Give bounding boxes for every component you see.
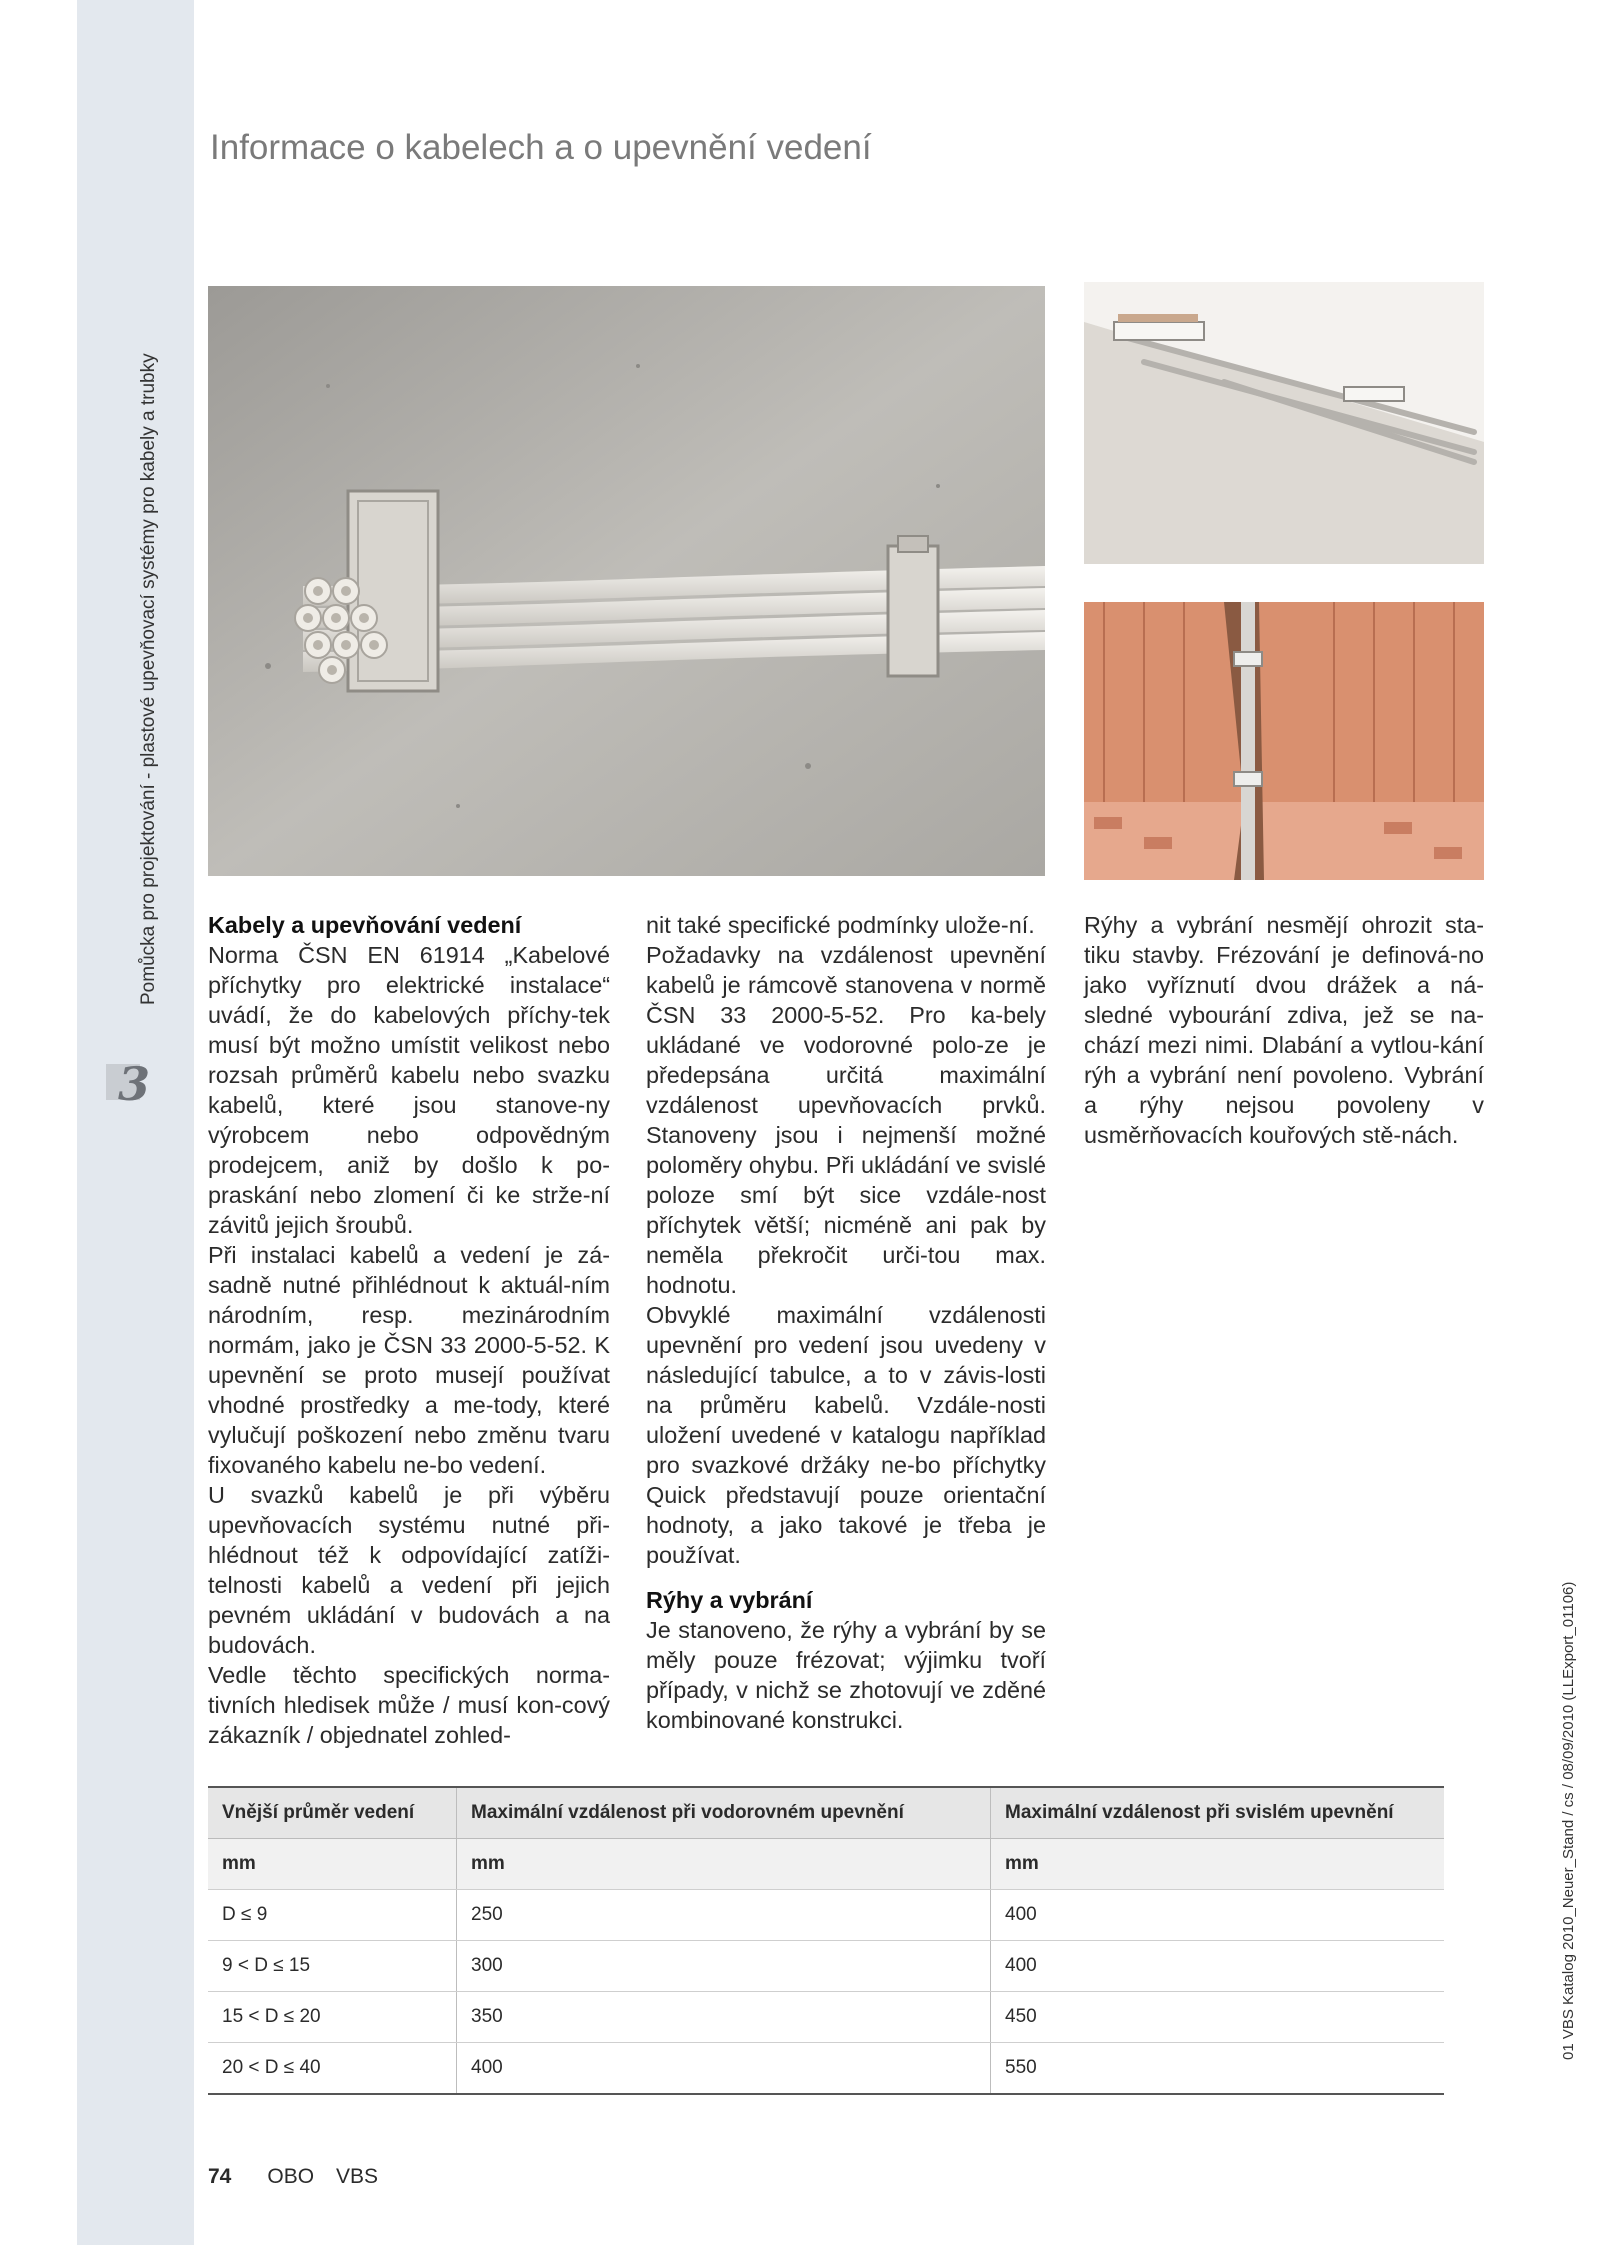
table-cell: 400 — [457, 2043, 991, 2095]
table-row — [208, 1992, 1444, 2043]
table-cell: 250 — [457, 1890, 991, 1941]
brick-wall-chase-photo — [1084, 602, 1484, 880]
table-cell: 300 — [457, 1941, 991, 1992]
page-number: 74 — [208, 2165, 232, 2188]
table-cell: 350 — [457, 1992, 991, 2043]
table-cell: 20 < D ≤ 40 — [208, 2043, 457, 2095]
table-header-cell: Vnější průměr vedení — [208, 1787, 457, 1839]
table-cell: 450 — [991, 1992, 1445, 2043]
table-row — [208, 1941, 1444, 1992]
paragraph: Rýhy a vybrání nesmějí ohrozit sta-tiku stavby. Frézování je definová-no jako vyříznutí dvou drážek a ná-sledné vybourání zdiva, jež se na-chází mezi nimi. Dlabání a vytlou-kání rýh a vybrání není povoleno. Vybrání a rýhy nejsou povoleny v usměrňovacích kouřových stě-nách. — [1084, 912, 1484, 1148]
table-units-row — [208, 1839, 1444, 1890]
page-footer — [208, 2165, 400, 2189]
section-heading-cables: Kabely a upevňování vedení — [208, 912, 522, 938]
sidebar-band — [77, 0, 194, 2245]
paragraph: U svazků kabelů je při výběru upevňovacích systému nutné při-hlédnout též k odpovídající zatíži-telnosti kabelů a vedení při jejich pevném ukládání v budovách a na budovách. — [208, 1482, 610, 1658]
spacing-table — [208, 1786, 1444, 2095]
page-title: Informace o kabelech a o upevnění vedení — [210, 128, 872, 167]
table-row — [208, 2043, 1444, 2095]
paragraph: Požadavky na vzdálenost upevnění kabelů je rámcově stanovena v normě ČSN 33 2000-5-52. Pro ka-bely ukládané ve vodorovné polo-ze je předepsána určitá maximální vzdálenost upevňovacích prvků. Stanoveny jsou i nejmenší možné poloměry ohybu. Při ukládání ve svislé poloze smí být sice vzdále-nost příchytek větší; nicméně ani pak by neměla překročit urči-tou max. hodnotu. — [646, 942, 1046, 1298]
table-cell: D ≤ 9 — [208, 1890, 457, 1941]
table-row — [208, 1890, 1444, 1941]
print-metadata: 01 VBS Katalog 2010_Neuer_Stand / cs / 08/09/2010 (LLExport_01106) — [1560, 1581, 1577, 2060]
footer-brand: OBO — [267, 2165, 315, 2188]
numeral-3-icon — [104, 1058, 170, 1106]
paragraph: Norma ČSN EN 61914 „Kabelové příchytky pro elektrické instalace“ uvádí, že do kabelových příchy-tek musí být možno umístit velikost nebo rozsah průměrů kabelu nebo svazku kabelů, které jsou stanove-ny výrobcem nebo odpovědným prodejcem, aniž by došlo k po-praskání nebo zlomení či ke strže-ní závitů jejich šroubů. — [208, 942, 610, 1238]
text-column-1 — [208, 910, 610, 1750]
table-cell: mm — [208, 1839, 457, 1890]
table-cell: 550 — [991, 2043, 1445, 2095]
text-column-2 — [646, 910, 1046, 1735]
section-heading-chases: Rýhy a vybrání — [646, 1587, 813, 1613]
table-cell: 9 < D ≤ 15 — [208, 1941, 457, 1992]
table-cell: mm — [991, 1839, 1445, 1890]
paragraph: Obvyklé maximální vzdálenosti upevnění pro vedení jsou uvedeny v následující tabulce, a to v závis-losti na průměru kabelů. Vzdále-nosti uložení uvedené v katalogu například pro svazkové držáky ne-bo příchytky Quick představují pouze orientační hodnoty, a jako takové je třeba je používat. — [646, 1302, 1046, 1568]
table-header-cell: Maximální vzdálenost při svislém upevnění — [991, 1787, 1445, 1839]
cable-bundle-on-concrete-wall-photo — [208, 286, 1045, 876]
paragraph: nit také specifické podmínky ulože-ní. — [646, 912, 1035, 938]
table-cell: 15 < D ≤ 20 — [208, 1992, 457, 2043]
paragraph: Je stanoveno, že rýhy a vybrání by se měly pouze frézovat; výjimku tvoří případy, v nichž se zhotovují ve zděné kombinované konstrukci. — [646, 1617, 1046, 1733]
paragraph: Při instalaci kabelů a vedení je zá-sadně nutné přihlédnout k aktuál-ním národním, resp. mezinárodním normám, jako je ČSN 33 2000-5-52. K upevnění se proto musejí používat vhodné prostředky a me-tody, které vylučují poškození nebo změnu tvaru fixovaného kabelu ne-bo vedení. — [208, 1242, 610, 1478]
text-column-3 — [1084, 910, 1484, 1150]
table-cell: mm — [457, 1839, 991, 1890]
table-cell: 400 — [991, 1890, 1445, 1941]
sidebar-vertical-title: Pomůcka pro projektování - plastové upevňovací systémy pro kabely a trubky — [138, 353, 159, 1005]
footer-product: VBS — [336, 2165, 379, 2188]
svg-text:3: 3 — [118, 1058, 151, 1106]
paragraph: Vedle těchto specifických norma-tivních hledisek může / musí kon-cový zákazník / objednatel zohled- — [208, 1662, 610, 1748]
ceiling-cable-trays-photo — [1084, 282, 1484, 564]
table-header-row — [208, 1787, 1444, 1839]
table-cell: 400 — [991, 1941, 1445, 1992]
table-header-cell: Maximální vzdálenost při vodorovném upevnění — [457, 1787, 991, 1839]
